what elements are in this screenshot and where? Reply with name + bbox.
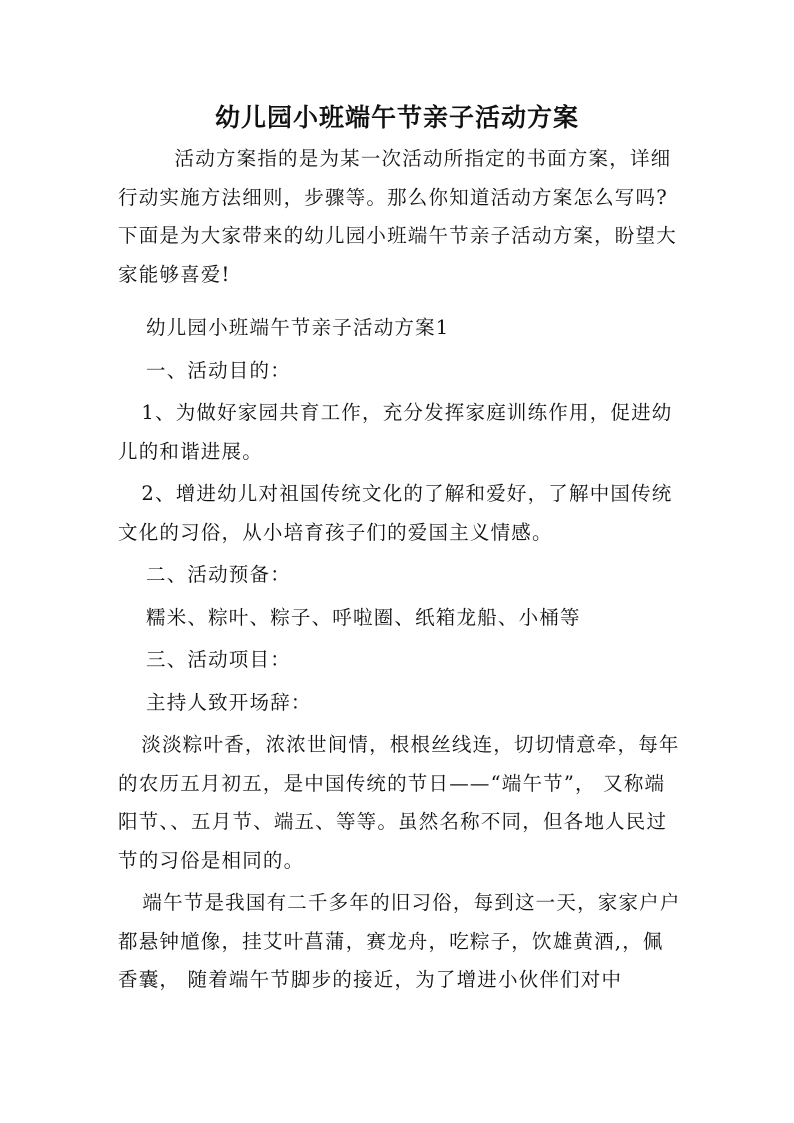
document-title: 幼儿园小班端午节亲子活动方案	[214, 103, 579, 132]
host-opening-paragraph: 淡淡粽叶香，浓浓世间情，根根丝线连，切切情意牵，每年的农历五月初五，是中国传统的节日——“端午节”， 又称端阳节、、五月节、端五、等等。虽然名称不同，但各地人民过节的习俗是相同的。	[118, 733, 680, 872]
purpose-item-1: 1、为做好家园共育工作，充分发挥家庭训练作用，促进幼儿的和谐进展。	[118, 401, 673, 463]
document-body	[118, 140, 684, 1004]
festival-history-paragraph: 端午节是我国有二千多年的旧习俗，每到这一天，家家户户都悬钟馗像，挂艾叶菖蒲，赛龙舟，吃粽子，饮雄黄酒,，佩香囊， 随着端午节脚步的接近，为了增进小伙伴们对中	[118, 891, 681, 991]
plan-subtitle: 幼儿园小班端午节亲子活动方案1	[146, 316, 450, 339]
intro-paragraph: 活动方案指的是为某一次活动所指定的书面方案，详细行动实施方法细则，步骤等。那么你知道活动方案怎么写吗?下面是为大家带来的幼儿园小班端午节亲子活动方案，盼望大家能够喜爱!	[118, 147, 677, 286]
section-heading-preparation: 二、活动预备：	[146, 563, 291, 586]
purpose-item-2: 2、增进幼儿对祖国传统文化的了解和爱好，了解中国传统文化的习俗，从小培育孩子们的爱国主义情感。	[118, 482, 673, 544]
preparation-materials: 糯米、粽叶、粽子、呼啦圈、纸箱龙船、小桶等	[146, 605, 581, 629]
host-opening-heading: 主持人致开场辞：	[146, 690, 312, 714]
section-heading-purpose: 一、活动目的：	[146, 358, 291, 382]
section-heading-activities: 三、活动项目：	[146, 648, 291, 671]
